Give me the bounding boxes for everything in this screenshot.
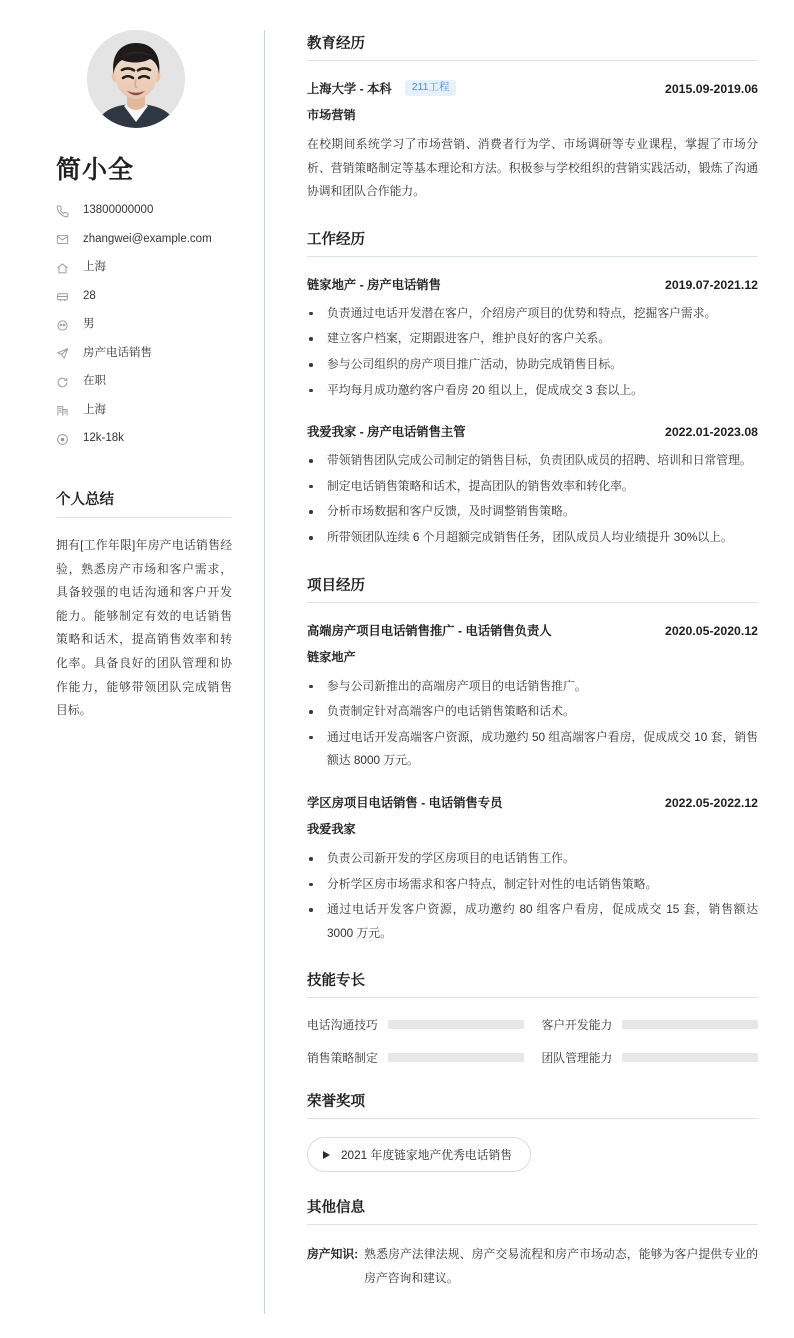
list-item: 参与公司新推出的高端房产项目的电话销售推广。	[307, 675, 758, 699]
projects-heading: 项目经历	[307, 574, 758, 603]
summary-heading: 个人总结	[56, 488, 232, 518]
other-key: 房产知识:	[307, 1247, 359, 1262]
skill-track	[622, 1053, 758, 1062]
contact-item-hometown	[56, 261, 238, 275]
person-name: 简小全	[56, 156, 135, 184]
project-bullets	[307, 675, 758, 773]
contact-item-email	[56, 233, 238, 247]
skill-track	[388, 1053, 524, 1062]
sidebar	[34, 30, 264, 1314]
skill-label: 团队管理能力	[541, 1051, 613, 1066]
avatar	[87, 30, 185, 128]
list-item: 制定电话销售策略和话术，提高团队的销售效率和转化率。	[307, 475, 758, 499]
summary-text: 拥有[工作年限]年房产电话销售经验，熟悉房产市场和客户需求，具备较强的电话沟通和客户开发能力。能够制定有效的电话销售策略和话术，提高销售效率和转化率。具备良好的团队管理和协作能力，能够带领团队完成销售目标。	[56, 538, 232, 718]
work-heading: 工作经历	[307, 228, 758, 257]
entry-head	[307, 275, 758, 293]
project-company: 链家地产	[307, 649, 356, 664]
list-item: 通过电话开发客户资源，成功邀约 80 组客户看房，促成成交 15 套，销售额达 3000 万元。	[307, 898, 758, 945]
work-date: 2019.07-2021.12	[665, 277, 758, 292]
main-content	[265, 30, 758, 1314]
project-title: 高端房产项目电话销售推广 - 电话销售负责人	[307, 623, 552, 638]
list-item: 分析学区房市场需求和客户特点，制定针对性的电话销售策略。	[307, 873, 758, 897]
contact-list	[56, 204, 238, 446]
education-desc: 在校期间系统学习了市场营销、消费者行为学、市场调研等专业课程，掌握了市场分析、营销策略制定等基本理论和方法。积极参与学校组织的营销实践活动，锻炼了沟通协调和团队合作能力。	[307, 137, 758, 199]
list-item: 所带领团队连续 6 个月超额完成销售任务，团队成员人均业绩提升 30%以上。	[307, 526, 758, 550]
entry-head	[307, 793, 758, 811]
education-tag: 211工程	[405, 80, 457, 97]
contact-item-gender	[56, 318, 238, 332]
coin-icon	[56, 432, 74, 446]
work-entry	[307, 422, 758, 549]
contact-item-age	[56, 290, 238, 304]
section-projects	[307, 574, 758, 946]
work-date: 2022.01-2023.08	[665, 425, 758, 440]
education-school: 上海大学 - 本科	[307, 82, 392, 96]
contact-value: zhangwei@example.com	[83, 232, 212, 245]
paper-plane-icon	[56, 347, 74, 361]
section-education	[307, 32, 758, 204]
work-title: 链家地产 - 房产电话销售	[307, 277, 441, 292]
list-item: 平均每月成功邀约客户看房 20 组以上，促成成交 3 套以上。	[307, 379, 758, 403]
contact-value: 12k-18k	[83, 432, 124, 445]
other-row	[307, 1243, 758, 1290]
list-item: 负责制定针对高端客户的电话销售策略和话术。	[307, 700, 758, 724]
skills-heading: 技能专长	[307, 969, 758, 998]
skill-grid	[307, 1016, 758, 1066]
contact-value: 在职	[83, 375, 106, 388]
skill-label: 客户开发能力	[541, 1018, 613, 1033]
entry-title-wrap	[307, 79, 651, 97]
id-card-icon	[56, 290, 74, 304]
avatar-wrap	[34, 30, 238, 128]
work-entry	[307, 275, 758, 402]
other-heading: 其他信息	[307, 1196, 758, 1225]
contact-value: 上海	[83, 261, 106, 274]
project-entry	[307, 793, 758, 945]
list-item: 负责公司新开发的学区房项目的电话销售工作。	[307, 847, 758, 871]
contact-item-city	[56, 404, 238, 418]
entry-head	[307, 422, 758, 440]
work-bullets	[307, 302, 758, 402]
skill-label: 电话沟通技巧	[307, 1018, 378, 1033]
building-icon	[56, 404, 74, 418]
contact-value: 男	[83, 318, 95, 331]
project-company: 我爱我家	[307, 821, 356, 836]
contact-item-phone	[56, 204, 238, 218]
home-icon	[56, 261, 74, 275]
list-item: 负责通过电话开发潜在客户，介绍房产项目的优势和特点，挖掘客户需求。	[307, 302, 758, 326]
award-label: 2021 年度链家地产优秀电话销售	[341, 1148, 513, 1163]
award-list	[307, 1137, 758, 1172]
contact-value: 上海	[83, 403, 106, 416]
contact-value: 房产电话销售	[83, 346, 152, 359]
project-entry	[307, 621, 758, 773]
summary-section	[56, 488, 238, 723]
envelope-icon	[56, 233, 74, 247]
section-work	[307, 228, 758, 550]
education-date: 2015.09-2019.06	[665, 82, 758, 96]
skill-row	[542, 1049, 759, 1066]
contact-value: 13800000000	[83, 204, 154, 217]
other-value: 熟悉房产法律法规、房产交易流程和房产市场动态，能够为客户提供专业的房产咨询和建议。	[364, 1247, 758, 1285]
list-item: 带领销售团队完成公司制定的销售目标，负责团队成员的招聘、培训和日常管理。	[307, 449, 758, 473]
project-bullets	[307, 847, 758, 945]
education-heading: 教育经历	[307, 32, 758, 61]
skill-row	[542, 1016, 759, 1033]
list-item: 分析市场数据和客户反馈，及时调整销售策略。	[307, 500, 758, 524]
skill-label: 销售策略制定	[307, 1051, 378, 1066]
skill-track	[388, 1020, 524, 1029]
section-skills	[307, 969, 758, 1066]
award-pill[interactable]	[307, 1137, 531, 1172]
project-date: 2020.05-2020.12	[665, 623, 758, 638]
contact-item-status	[56, 375, 238, 389]
work-title: 我爱我家 - 房产电话销售主管	[307, 425, 466, 440]
section-awards	[307, 1090, 758, 1172]
contact-item-salary	[56, 432, 238, 446]
entry-head	[307, 621, 758, 639]
entry-head	[307, 79, 758, 97]
contact-item-position	[56, 347, 238, 361]
list-item: 建立客户档案，定期跟进客户，维护良好的客户关系。	[307, 327, 758, 351]
user-photo-avatar-icon	[87, 30, 185, 128]
skill-track	[622, 1020, 758, 1029]
list-item: 通过电话开发高端客户资源，成功邀约 50 组高端客户看房，促成成交 10 套，销售额达 8000 万元。	[307, 726, 758, 773]
skill-row	[307, 1049, 524, 1066]
education-major: 市场营销	[307, 108, 356, 122]
education-entry	[307, 79, 758, 204]
section-other-info	[307, 1196, 758, 1290]
project-date: 2022.05-2022.12	[665, 795, 758, 810]
list-item: 参与公司组织的房产项目推广活动，协助完成销售目标。	[307, 353, 758, 377]
project-title: 学区房项目电话销售 - 电话销售专员	[307, 795, 503, 810]
work-bullets	[307, 449, 758, 549]
phone-icon	[56, 204, 74, 218]
awards-heading: 荣誉奖项	[307, 1090, 758, 1119]
skill-row	[307, 1016, 524, 1033]
status-refresh-icon	[56, 375, 74, 389]
gender-icon	[56, 318, 74, 332]
contact-value: 28	[83, 289, 96, 302]
triangle-right-icon	[323, 1151, 330, 1159]
